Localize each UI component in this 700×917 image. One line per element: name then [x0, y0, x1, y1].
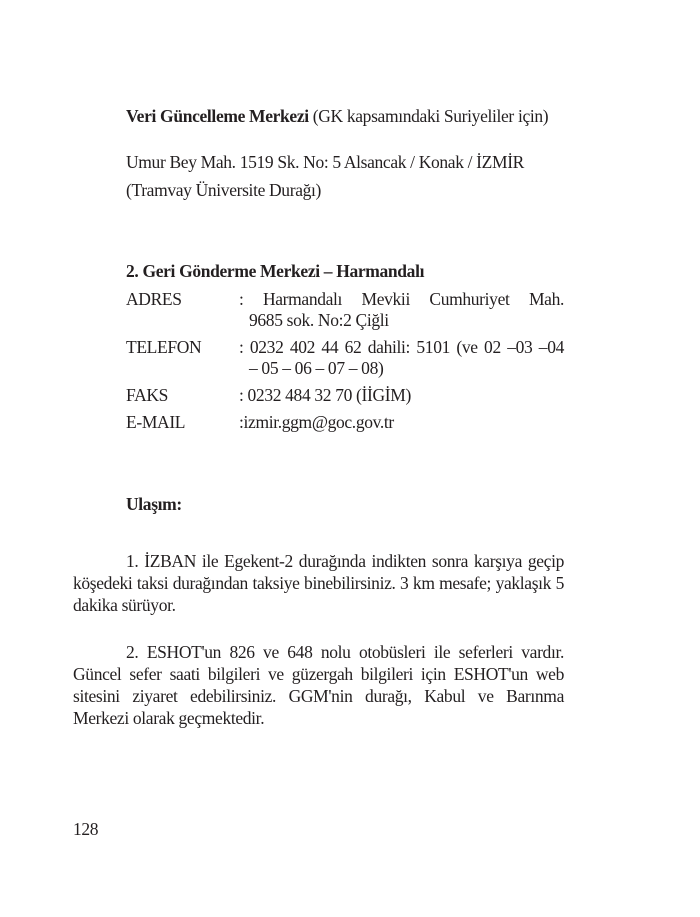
info-value: :izmir.ggm@goc.gov.tr — [239, 412, 394, 432]
transport-heading: Ulaşım: — [126, 494, 182, 514]
section1-title-bold: Veri Güncelleme Merkezi — [126, 106, 309, 126]
info-value: : 0232 402 44 62 dahili: 5101 (ve 02 –03 –04 — [239, 337, 564, 357]
transport-paragraph-2: 2. ESHOT'un 826 ve 648 nolu otobüsleri ile seferleri vardır. Güncel sefer saati bilgileri ve güzergah bilgileri için ESHOT'un web sitesini ziyaret edebilirsiniz. GGM'nin durağı, Kabul ve Barınma Merkezi olarak geçmektedir. — [73, 642, 564, 728]
section1-title-rest: (GK kapsamındaki Suriyeliler için) — [308, 106, 549, 126]
info-label: FAKS — [126, 385, 169, 405]
info-label: ADRES — [126, 289, 182, 309]
page-number: 128 — [73, 819, 99, 839]
section1-address-line1: Umur Bey Mah. 1519 Sk. No: 5 Alsancak / Konak / İZMİR — [126, 152, 525, 172]
section1-address-line2: (Tramvay Üniversite Durağı) — [126, 180, 321, 200]
info-value: : 0232 484 32 70 (İİGİM) — [239, 385, 411, 405]
info-value-cont: 9685 sok. No:2 Çiğli — [249, 310, 389, 330]
section2-heading: 2. Geri Gönderme Merkezi – Harmandalı — [126, 261, 425, 281]
section1-title — [73, 105, 564, 127]
transport-paragraph-1: 1. İZBAN ile Egekent-2 durağında indikten sonra karşıya geçip köşedeki taksi durağından taksiye binebilirsiniz. 3 km mesafe; yaklaşık 5 dakika sürüyor. — [73, 551, 564, 615]
info-label: TELEFON — [126, 337, 202, 357]
info-value-cont: – 05 – 06 – 07 – 08) — [249, 358, 384, 378]
info-value: : Harmandalı Mevkii Cumhuriyet Mah. — [239, 289, 564, 309]
info-label: E-MAIL — [126, 412, 186, 432]
